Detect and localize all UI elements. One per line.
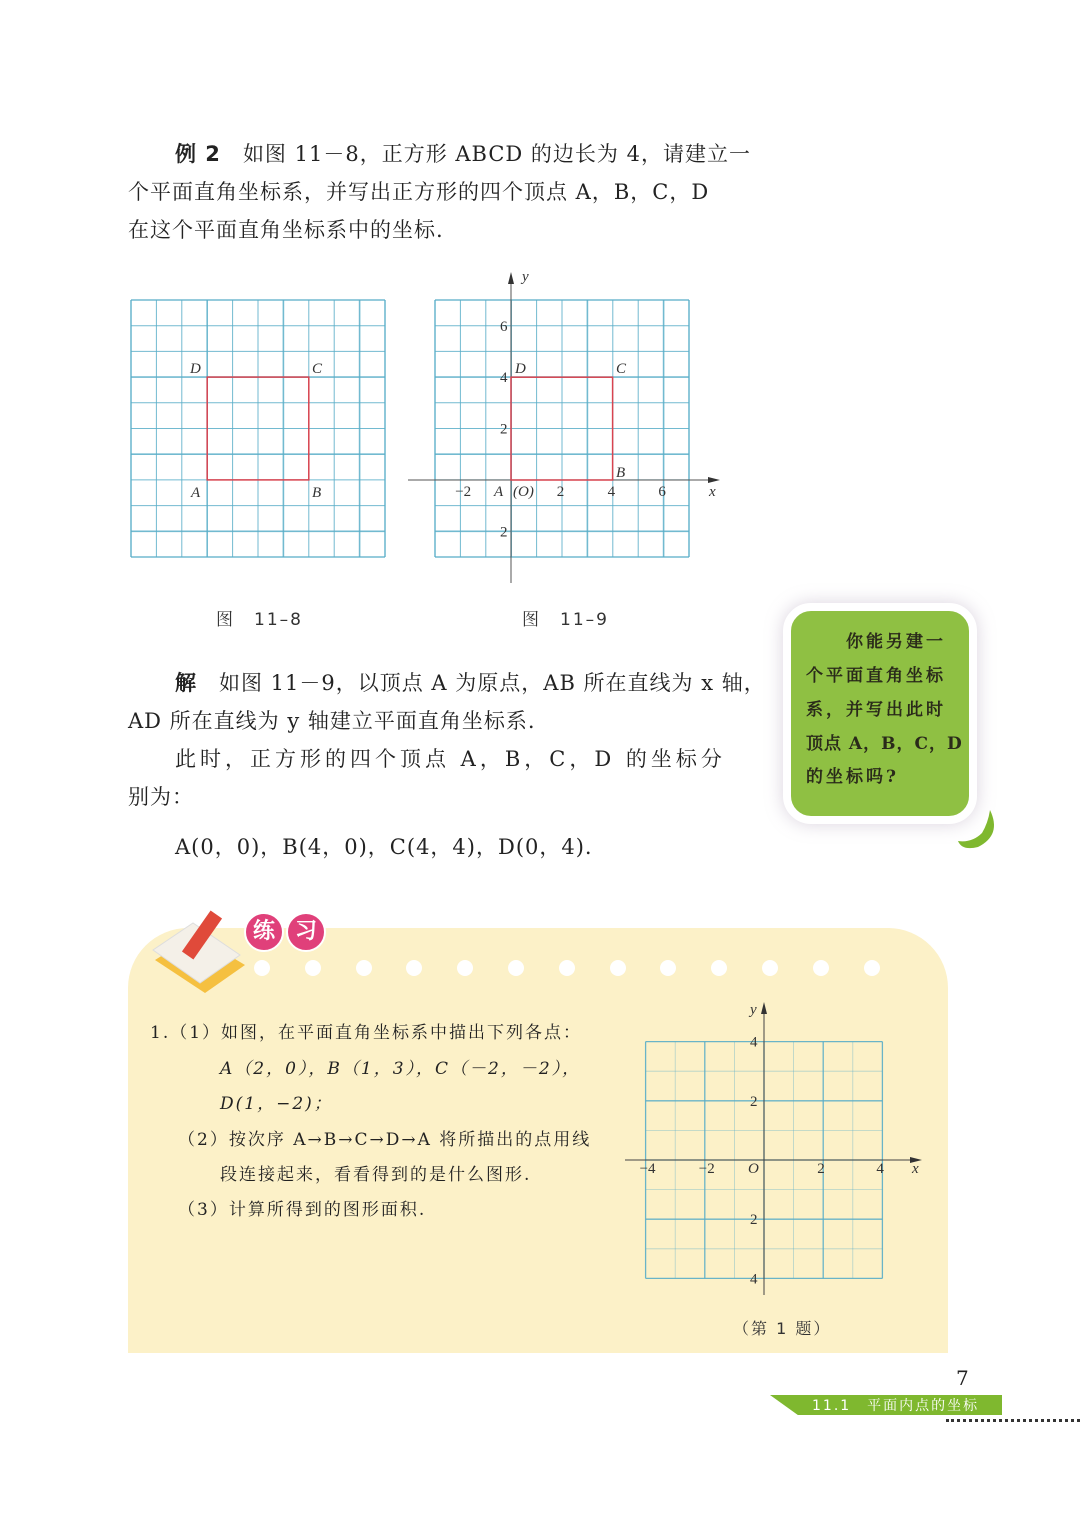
y-tick-label: 4	[500, 370, 508, 387]
example-line-2: 个平面直角坐标系，并写出正方形的四个顶点 A，B，C，D	[128, 180, 710, 204]
origin-label: O	[748, 1161, 759, 1177]
solution-label: 解	[175, 671, 197, 695]
practice-line: （2）按次序 A→B→C→D→A 将所描出的点用线	[178, 1130, 592, 1150]
y-axis-arrow-icon	[761, 1002, 767, 1014]
y-tick-label: 4	[750, 1034, 758, 1051]
x-tick-label: 6	[658, 484, 666, 500]
figure-11-9-caption: 图 11–9	[522, 610, 609, 630]
origin-label: (O)	[513, 484, 534, 500]
x-tick-label: −4	[639, 1161, 656, 1177]
x-tick-label: 2	[817, 1161, 825, 1177]
bubble-line: 你能另建一	[846, 632, 946, 652]
bubble-line: 的坐标吗?	[806, 767, 899, 787]
practice-title-char: 习	[286, 912, 326, 952]
y-tick-label: 2	[500, 524, 508, 541]
bubble-line: 顶点 A，B，C，D	[806, 734, 963, 754]
vertex-label-d: D	[190, 361, 201, 377]
y-tick-label: 2	[500, 421, 508, 438]
y-tick-label: 6	[500, 318, 508, 335]
solution-line-3: 此时，正方形的四个顶点 A，B，C，D 的坐标分	[175, 747, 726, 771]
practice-title-char: 练	[244, 912, 284, 952]
example-line-1: 例 2 如图 11－8，正方形 ABCD 的边长为 4，请建立一	[175, 142, 751, 166]
example-line-3: 在这个平面直角坐标系中的坐标.	[128, 218, 444, 242]
practice-line: 段连接起来，看看得到的是什么图形.	[220, 1165, 532, 1185]
solution-line-2: AD 所在直线为 y 轴建立平面直角坐标系.	[128, 709, 536, 733]
bubble-line: 系，并写出此时	[806, 700, 946, 720]
y-tick-label: 4	[750, 1271, 758, 1288]
dotted-rule	[946, 1419, 1080, 1422]
vertex-label-d: D	[515, 361, 526, 377]
vertex-label-a: A	[494, 484, 504, 500]
vertex-label-b: B	[616, 465, 626, 481]
x-tick-label: 4	[876, 1161, 884, 1177]
bubble-line: 个平面直角坐标	[806, 666, 946, 686]
x-axis-label: x	[912, 1161, 919, 1177]
practice-line: A（2，0），B（1，3），C（－2，－2），	[220, 1059, 582, 1079]
practice-line: （3）计算所得到的图形面积.	[178, 1200, 427, 1220]
x-tick-label: 2	[556, 484, 565, 500]
solution-line-1: 解 如图 11－9，以顶点 A 为原点，AB 所在直线为 x 轴，	[175, 671, 766, 695]
y-tick-label: 2	[750, 1093, 758, 1110]
vertex-label-b: B	[312, 485, 322, 501]
example-label: 例 2	[175, 142, 221, 166]
y-axis-label: y	[750, 1002, 757, 1018]
figure-11-8-caption: 图 11–8	[216, 610, 303, 630]
y-tick-label: 2	[750, 1212, 758, 1229]
page-number: 7	[956, 1366, 969, 1390]
y-axis-label: y	[522, 269, 529, 285]
section-title: 11.1 平面内点的坐标	[812, 1398, 980, 1414]
practice-line: 1.（1）如图，在平面直角坐标系中描出下列各点：	[150, 1023, 583, 1043]
vertex-label-a: A	[191, 485, 201, 501]
x-axis-label: x	[709, 484, 716, 500]
solution-coordinates: A(0，0)，B(4，0)，C(4，4)，D(0，4).	[175, 835, 593, 859]
x-tick-label: −2	[455, 484, 472, 500]
practice-line: D(1，−2)；	[220, 1094, 333, 1114]
x-tick-label: 4	[607, 484, 616, 500]
vertex-label-c: C	[616, 361, 627, 377]
x-tick-label: −2	[698, 1161, 715, 1177]
practice-figure-caption: （第 1 题）	[733, 1319, 832, 1338]
solution-line-4: 别为：	[128, 785, 194, 809]
vertex-label-c: C	[312, 361, 323, 377]
